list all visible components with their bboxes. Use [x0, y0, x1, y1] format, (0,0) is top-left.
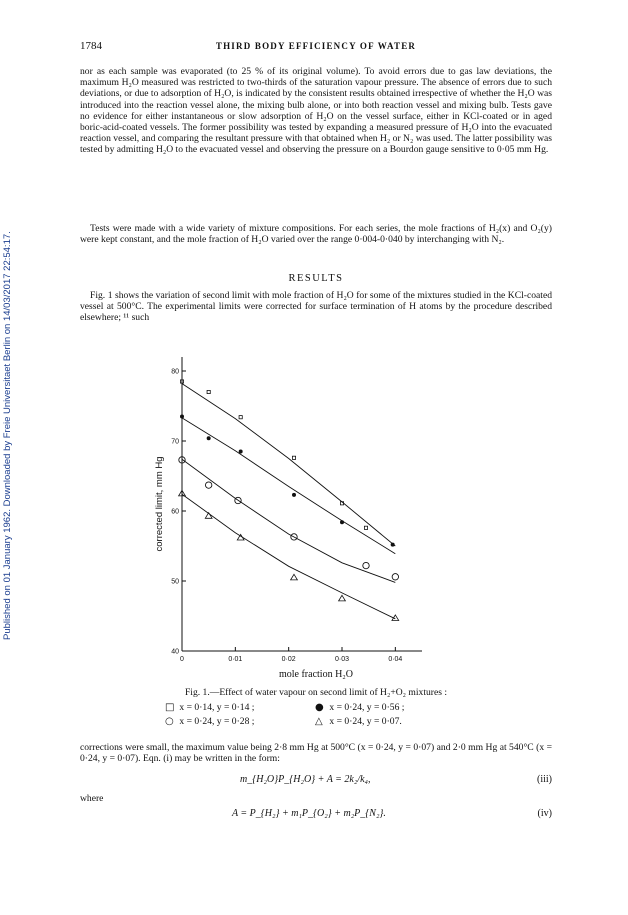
filled-circle-marker-icon: ●	[315, 702, 324, 713]
data-point-open-circle	[392, 574, 398, 580]
data-point-square	[364, 526, 367, 529]
fit-line-square	[182, 384, 395, 546]
x-tick-label: 0·03	[334, 656, 350, 663]
open-circle-marker-icon: ○	[165, 716, 174, 727]
figure-caption	[80, 687, 552, 698]
page-number: 1784	[80, 40, 102, 52]
paragraph-corrections: corrections were small, the maximum value being 2·8 mm Hg at 500°C (x = 0·24, y = 0·07) and 2·0 mm Hg at 540°C (x = 0·24, y = 0·07). Eqn. (i) may be written in the form:	[80, 742, 552, 765]
y-tick-label: 50	[171, 578, 179, 586]
caption-text: Fig. 1.—Effect of water vapour on second limit of H₂+O₂ mixtures :	[184, 687, 448, 698]
legend-item-square	[165, 702, 254, 713]
x-tick-label: 0·01	[228, 656, 243, 663]
data-point-triangle	[291, 574, 298, 580]
legend-item-filled-circle	[315, 702, 404, 713]
triangle-marker-icon: △	[315, 716, 323, 727]
data-point-square	[207, 390, 210, 393]
data-point-square	[239, 416, 242, 419]
equation-number-iv: (iv)	[537, 808, 552, 819]
legend-item-open-circle	[165, 716, 254, 727]
paragraph-methods: nor as each sample was evaporated (to 25 % of its original volume). To avoid errors due to gas law deviations, the maximum H₂O measured was restricted to two-thirds of the saturation vapour pressure. The absence of errors due to such deviations, or due to adsorption of H₂O, is indicated by the consistent results obtained irrespective of whether the H₂O was introduced into the reaction vessel alone, the mixing bulb alone, or into both reaction vessel and mixing bulb. Tests gave no evidence for either instantaneous or slow adsorption of H₂O on the vessel surface, either in KCl-coated or in aged boric-acid-coated vessels. The former possibility was tested by expanding a measured pressure of H₂O into the evacuated reaction vessel, and comparing the resultant pressure with that obtained when H₂ or N₂ was used. The latter possibility was tested by admitting H₂O to the evacuated vessel and observing the pressure on a Bourdon gauge sensitive to 0·05 mm Hg.	[80, 66, 552, 156]
square-marker-icon: □	[165, 702, 175, 713]
fit-line-triangle	[182, 494, 395, 619]
where-word: where	[80, 793, 104, 804]
figure-1	[140, 345, 440, 675]
legend-text: x = 0·24, y = 0·07.	[329, 716, 402, 727]
legend-text: x = 0·14, y = 0·14 ;	[179, 702, 255, 713]
paragraph-results: Fig. 1 shows the variation of second limit with mole fraction of H₂O for some of the mixtures studied in the KCl-coated vessel at 500°C. The experimental limits were corrected for surface termination of H atoms by the procedure described elsewhere; ¹¹ such	[80, 290, 552, 324]
equation-iv: A = P_{H₂} + m₁P_{O₂} + m₂P_{N₂}.	[232, 808, 386, 819]
x-axis-title: mole fraction H₂O	[278, 669, 354, 680]
section-heading: RESULTS	[288, 273, 344, 284]
data-point-filled-circle	[391, 543, 395, 547]
data-point-open-circle	[363, 562, 369, 568]
x-tick-label: 0	[180, 656, 184, 663]
data-point-filled-circle	[239, 450, 243, 454]
x-tick-label: 0·04	[388, 656, 403, 663]
y-tick-label: 60	[171, 508, 179, 516]
running-title: THIRD BODY EFFICIENCY OF WATER	[215, 41, 417, 51]
data-point-square	[292, 456, 295, 459]
y-axis-title: corrected limit, mm Hg	[154, 456, 165, 552]
x-tick-label: 0·02	[281, 656, 296, 663]
download-watermark: Published on 01 January 1962. Downloaded by Freie Universitaet Berlin on 14/03/2017 22:54:17.	[2, 231, 13, 640]
legend-row-1	[165, 702, 495, 716]
data-point-filled-circle	[180, 415, 184, 419]
data-point-filled-circle	[340, 520, 344, 524]
y-tick-label: 40	[171, 648, 179, 656]
legend-text: x = 0·24, y = 0·28 ;	[179, 716, 255, 727]
y-tick-label: 70	[171, 438, 179, 446]
y-tick-label: 80	[171, 368, 179, 376]
fit-line-filled-circle	[182, 418, 395, 554]
equation-iii: m_{H₂O}P_{H₂O} + A = 2k₂/k₄,	[240, 774, 371, 785]
data-point-filled-circle	[292, 493, 296, 497]
legend-item-triangle	[315, 716, 402, 727]
data-point-triangle	[339, 595, 346, 601]
data-point-filled-circle	[207, 436, 211, 440]
paragraph-tests: Tests were made with a wide variety of mixture compositions. For each series, the mole fractions of H₂(x) and O₂(y) were kept constant, and the mole fraction of H₂O varied over the range 0·004-0·040 by interchanging with N₂.	[80, 223, 552, 246]
page-header	[80, 40, 552, 54]
data-point-open-circle	[205, 482, 211, 488]
legend-row-2	[165, 716, 495, 730]
chart-svg	[140, 345, 440, 675]
equation-number-iii: (iii)	[537, 774, 552, 785]
legend-text: x = 0·24, y = 0·56 ;	[329, 702, 405, 713]
